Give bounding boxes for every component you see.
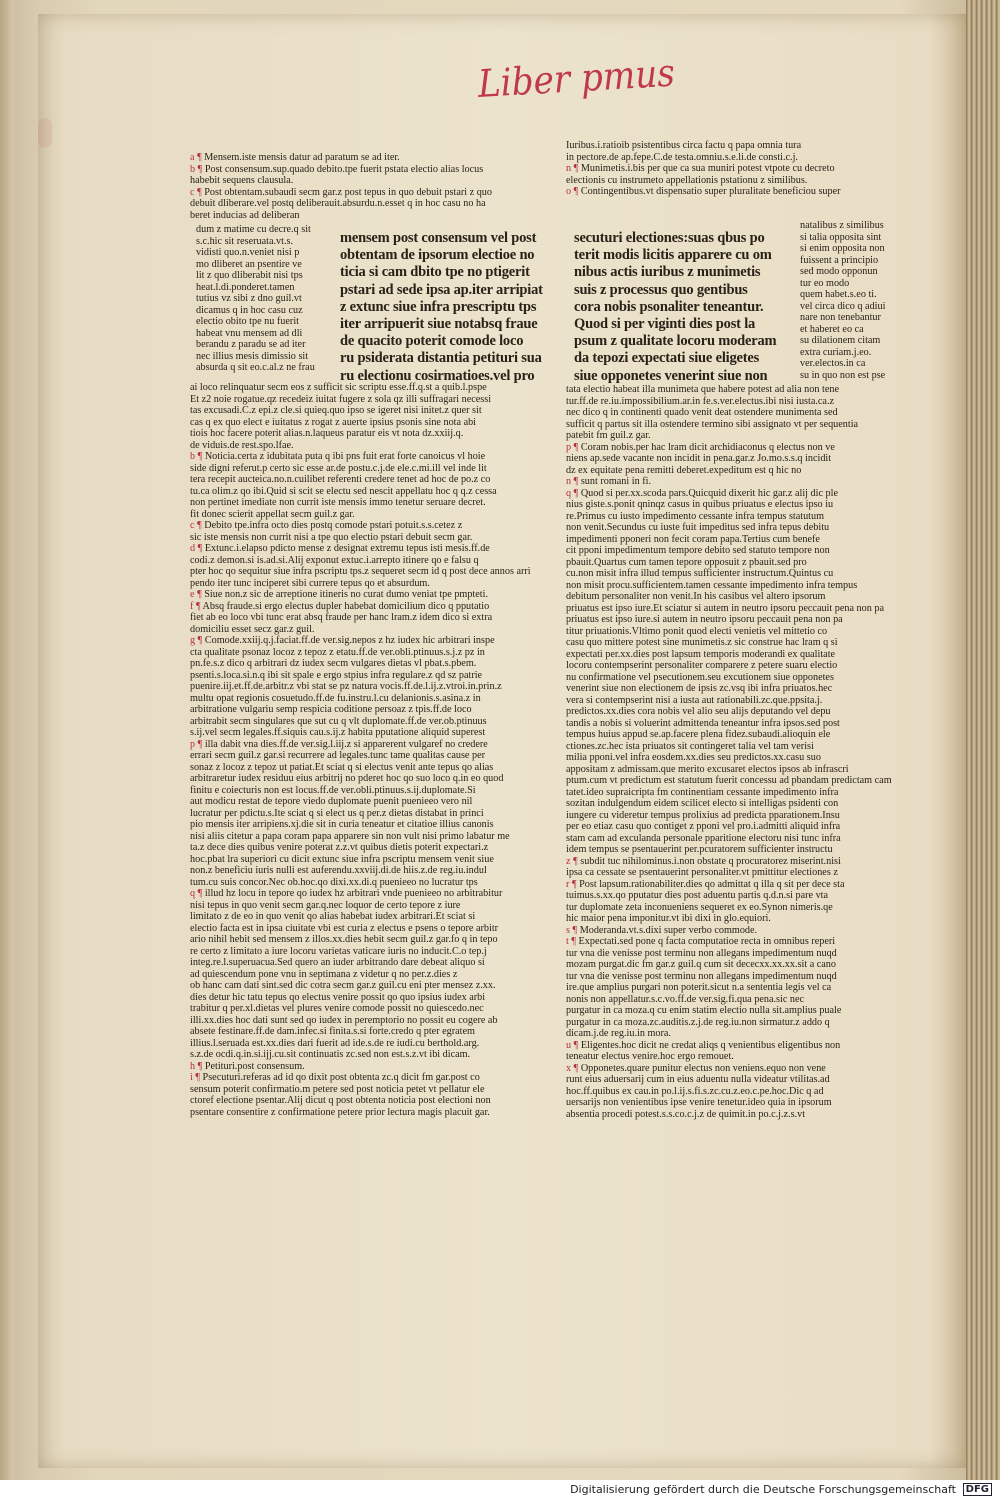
text-line: sufficit q partus sit illa ostendere termino sibi assignato vt per sequentia [566,418,859,430]
text-line: ipsa ca cessate se psentauerint personaliter.vt pmittitur electiones z [566,867,838,878]
text-line: arbitraretur iudex residuu eius arbitrij no pderet hoc qo suo loco q.in eo quod [190,773,504,784]
text-line: ptum.cum vt predictum est statutum fuerit concessu ad pbandam predictam cam [566,775,892,786]
text-line: tur vna die venisse post terminu non allegans impedimentum nuqd [566,947,837,959]
gloss-text: Noticia.certa z idubitata puta q ibi pns fuit erat forte canoicus vl hoie [202,451,486,462]
text-line: obtentam de ipsorum electioe no [340,247,535,264]
text-line: trabitur q per.xl.dietas vel plures venire comode possit no quiescedo.nec [190,1003,484,1014]
text-line: nibus actis iuribus z munimetis [574,264,761,281]
text-line: psum z qualitate locoru moderam [574,333,777,350]
gloss-text: Debito tpe.infra octo dies postq comode pstari potuit.s.s.cetez z [201,520,463,531]
text-line: electionis cu instrumeto appellationis pstationu z similibus. [566,174,808,186]
text-line: siue opponetes venerint siue non [574,367,768,384]
text-line [190,520,558,532]
text-line: tempus huius appud se.ap.facere plena fidez.subaudi.alioquin ele [566,729,831,740]
text-line: tur.ff.de re.iu.impossibilium.ar.in fe.s.ver.electus.ibi nisi iusta.ca.z [566,395,835,407]
rubric-marker: p ¶ [566,441,579,453]
main-text-column-a [340,230,558,385]
text-line: finitu e coiecturis non est locus.ff.de ver.obli.ptinuus.s.ij.duplomate.Si [190,784,476,796]
text-line: lit z quo dliberabit nisi tps [196,270,303,281]
text-line: dicamus q in hoc casu cuz [196,304,303,316]
text-line: in pectore.de ap.fepe.C.de testa.omniu.s.e.li.de consti.c.j. [566,151,798,163]
text-line: tutius vz sibi z dno guil.vt [196,293,302,304]
gloss-text: illa dabit vna dies.ff.de ver.sig.l.iij.z si apparerent vulgaref no credere [202,738,488,750]
text-line: debitum personaliter non venit.In his casibus vel altero ipsorum [566,591,826,602]
text-line: cta qualitate psonaz locoz z tepoz z etatu.ff.de ver.obli.ptinuus.s.j.z pz in [190,646,485,658]
text-line: s.z.de ocdi.q.in.si.ijj.cu.sit continuatis zc.sed non est.s.z.vt ibi dicam. [190,1049,471,1060]
text-line: lucratur per pdictu.s.Ite sciat q si elect us q per.z dietas distabat in princi [190,807,484,819]
text-line: fiet ab eo loco vbi tunc erat absq fraude per hanc lram.z idem dico si extra [190,612,493,623]
text-line [566,1040,912,1052]
rubric-marker: n ¶ [566,163,579,174]
text-line: hoc.pbat lra superiori cu dicit extunc siue infra pscriptu mensem venit siue [190,853,494,865]
text-line [566,936,912,948]
text-line: ticia si cam dbito tpe no ptigerit [340,264,530,281]
text-line: pendo iter tunc inciperet sibi currere tepus qo et absurdum. [190,577,430,589]
text-line: mo dliberet an psentire ve [196,258,302,270]
rubric-marker: s ¶ [566,924,578,936]
text-line: secuturi electiones:suas qbus po [574,230,765,246]
text-line: da tepozi expectati siue eligetes [574,350,760,367]
text-line: hoc.ff.quibus ex cau.in po.l.ij.s.fi.s.zc.cu.z.eo.c.pe.hoc.Dic q ad [566,1085,824,1097]
text-line: cora nobis psonaliter teneantur. [574,298,764,315]
text-line: ctiones.zc.hec ista priuatos sit contingeret talia vel tam verisi [566,740,814,752]
text-line: uersarijs non venientibus ipse venire tenetur.ideo quia in ipsorum [566,1097,832,1108]
text-line: natalibus z similibus [800,220,884,231]
text-line: habebit sequens clausula. [190,175,294,186]
text-line: ru psiderata distantia petituri sua [340,350,542,367]
left-gloss-column [190,382,558,1118]
text-line: arbitrabit secm singulares que sut cu q vlt duplomate.ff.de ver.ob.ptinuus [190,715,487,727]
text-line: beret inducias ad deliberan [190,209,300,221]
text-line [190,739,558,751]
page-edges-stack [966,0,1000,1480]
text-line [566,488,912,500]
text-line: patebit fm guil.z gar. [566,430,651,441]
text-line [190,888,558,900]
text-line [566,879,912,891]
text-line: su dilationem citam [800,335,881,346]
text-line: puenire.iij.et.ff.de.arbitr.z vbi stat se pz natura vocis.ff.de.l.ij.z.vtroi.in.prin.z [190,681,502,692]
text-line: heat.l.di.ponderet.tamen [196,281,295,293]
text-line: ai loco relinquatur secm eos z sufficit sic scriptu esse.ff.q.st a quib.l.pspe [190,382,487,393]
gloss-text: Mensem.iste mensis datur ad paratum se ad iter. [201,152,400,163]
text-line [190,451,558,463]
gloss-text: Extunc.i.elapso pdicto mense z designat extremu tepus isti mesis.ff.de [202,543,490,554]
right-top-gloss [566,140,911,198]
text-line: predictos.xx.dies cora nobis vel alio seu alijs deputando vel depu [566,706,831,717]
text-line: mozam purgat.dic fm gar.z guil.q cum sit dececxx.xx.xx.sit a cano [566,959,836,970]
gloss-text: Petituri.post consensum. [202,1060,305,1072]
text-line: nius giste.s.ponit qninqz casus in quibus priuatus e electus ipso iu [566,499,834,510]
footer-bar [0,1480,1000,1499]
gloss-text: Absq fraude.si ergo electus dupler habebat domicilium dico q pputatio [200,600,490,612]
gloss-text: Eligentes.hoc dicit ne credat aliqs q venientibus eligentibus non [578,1039,841,1051]
text-line [190,589,558,601]
text-line: non venit.Secundus cu iuste fuit impeditus sed infra tepus debitu [566,522,830,533]
library-stamp-mark [38,118,52,148]
text-line: ru electionu cosirmatioes.vel pro [340,367,535,384]
footer-credit: Digitalisierung gefördert durch die Deutsche Forschungsgemeinschaft [570,1483,956,1496]
text-line: ctoref electione psentar.Alij dicut q post obtenta noticia post electioni non [190,1095,491,1106]
text-line: purgatur in ca moza.zc.auditis.z.j.de reg.iu.non sirmatur.z addo q [566,1016,830,1028]
text-line: vidisti quo.n.veniet nisi p [196,247,300,258]
gloss-text: Munimetis.i.bis per que ca sua muniri potest vtpote cu decreto [578,163,835,174]
text-line: ob hanc cam dati sint.sed dic cotra secm gar.z guil.cu eni pter mensez z.xx. [190,980,496,991]
gloss-text: Post obtentam.subaudi secm gar.z post tepus in quo debuit pstari z quo [201,186,492,198]
rubric-marker: r ¶ [566,878,577,890]
text-line: cas q ex quo elect e iuitatus z rogat z auerte ipsius psonis sine nota abi [190,416,477,428]
text-line [190,164,545,176]
rubric-marker: x ¶ [566,1062,579,1074]
gloss-text: Coram nobis.per hac lram dicit archidiaconus q electus non ve [578,441,835,453]
gloss-text: Post lapsum.rationabiliter.dies qo admittat q illa q sit per dece sta [576,878,845,890]
text-line: impedimenti pponeri non fecit coram papa.Tertius cum benefe [566,533,820,545]
text-line: Iuribus.i.ratioib psistentibus circa factu q papa omnia tura [566,140,802,151]
text-line: illi.xx.dies hoc dati sunt sed qo iudex in peremptorio no possit eu cogere ab [190,1014,498,1026]
text-line: limitato z de eo in quo venit qo alias habebat iudex arbitrari.Et sciat si [190,911,476,922]
gloss-text: Comode.xxiij.q.j.faciat.ff.de ver.sig.nepos z hz iudex hic arbitrari inspe [202,635,495,646]
text-line: tur vna die venisse post terminu non allegans impedimentum nuqd [566,970,837,982]
text-line: appositam z admissam.que merito excusaret electos ipsos ab infrascri [566,763,849,775]
text-line: Quod si per viginti dies post la [574,316,756,333]
text-line: sozitan indulgendum eidem scilicet electo si intelligas psidenti con [566,798,839,809]
text-line: absete festinare.ff.de dam.infec.si finita.s.si forte.credo q pter egratem [190,1026,475,1037]
text-line: pbauit.Quartus cum tamen tepore opposuit z pbauit.sed pro [566,556,807,568]
text-line: nare non tenebantur [800,312,881,323]
text-line: de quacito poterit comode loco [340,333,524,350]
text-line: niens ap.sede vacante non incidit in pena.gar.z Jo.mo.s.s.q incidit [566,453,832,464]
text-line: locoru contempserint personaliter comparere z petere suaru electio [566,660,838,671]
text-line: stam cam ad exculanda personale pparitione electoru nisi tunc infra [566,832,841,844]
text-line: extra curiam.j.eo. [800,346,872,358]
gloss-text: Siue non.z sic de arreptione itineris no curat dumo veniat tpe pmpteti. [201,589,488,600]
text-line: tandis a nobis si voluerint admittenda teneantur infra ipsos.sed post [566,717,840,729]
rubric-marker: b ¶ [190,451,203,462]
rubric-marker: p ¶ [190,738,203,750]
text-line: berandu z paradu se ad iter [196,339,306,350]
text-line: dum z matime cu decre.q sit [196,224,311,235]
text-line [190,187,545,199]
running-header: Liber pmus [476,50,676,106]
text-line: dies detur hic tatu tepus qo electus venire possit qo quo ipsius iudex arbi [190,991,486,1003]
text-line: ver.electos.in ca [800,358,866,369]
rubric-marker: b ¶ [190,163,203,175]
dfg-logo: DFG [963,1483,992,1496]
text-line: suis z processus quo gentibus [574,281,748,298]
gloss-text: sunt romani in fi. [578,476,651,487]
text-line: multu opat regionis cosuetudo.ff.de fu.instru.l.cu delanionis.s.asina.z in [190,692,481,704]
text-line [190,635,558,647]
text-line: Et z2 noie rogatue.qz recedeiz iuitat fugere z sola qz illi suffragari necessi [190,393,492,405]
text-line: illius.l.seruada est.xx.dies dari fuerit ad ide.s.de re iudi.cu berthold.arg. [190,1037,480,1049]
rubric-marker: q ¶ [566,487,579,499]
text-line: fuissent a principio [800,254,879,266]
book-left-edge [0,0,14,1480]
text-line: runt eius aduersarij cum in eius aduentu nulla videatur vtilitas.ad [566,1074,830,1085]
text-line [566,163,911,175]
rubric-marker: t ¶ [566,936,576,947]
text-line: per eo etiaz casu quo contiget z pponi vel pro.i.admitti aliquid infra [566,821,841,832]
text-line: nu confirmatione vel psecutionem.seu excutionem siue opponetes [566,671,834,683]
gloss-text: Post consensum.sup.quado debito.tpe fuerit pstata electio alias locus [202,163,484,175]
text-line: electio facta est in ipsa ciuitate vbi est curia z electus e psens o tepore arbitr [190,922,499,934]
text-line: cit pponi impedimentum tempore debito sed statuto tempore non [566,545,830,556]
text-line [190,543,558,555]
rubric-marker: u ¶ [566,1039,579,1051]
text-line: tata electio habeat illa munimeta que habere potest ad alia non tene [566,384,839,395]
text-line: vel circa dico q adiui [800,300,886,312]
text-line: habeat vnu mensem ad dli [196,327,303,339]
text-line: su in quo non est pse [800,369,886,381]
text-line: re certo z limitato a iure locoru varietas vaticare iuris no inducit.C.o tep.j [190,945,487,957]
main-text-column-b [574,230,792,385]
text-line: tera recepit aucteica.no.n.cuilibet referenti credere tenet ad hoc de po.z co [190,474,491,485]
text-line [566,856,912,868]
text-line: expectati per.xx.dies post lapsum temporis moderandi ex qualitate [566,648,836,660]
right-gloss-column [566,384,912,1120]
text-line: aut modicu restat de tepore viedo duplomate puenit puenieeo vero nil [190,796,473,807]
text-line [190,152,545,164]
text-line: sed modo opponun [800,266,878,277]
text-line: cu.non misit infra illud tempus sufficienter instructum.Quintus cu [566,568,834,579]
rubric-marker: n ¶ [566,476,579,487]
text-line: psenti.s.loca.si.n.q ibi sit spale e ergo stpius infra regulare.z qd sz patrie [190,669,483,681]
rubric-marker: d ¶ [190,543,203,554]
text-line: iter arripuerit siue notabsq fraue [340,316,538,333]
text-line: nisi aliis citetur a papa coram papa apparere sin non vult nisi primo labatur me [190,830,510,842]
text-line: et haberet eo ca [800,323,864,335]
text-line: teneatur electus venire.hoc ergo remouet. [566,1051,734,1062]
text-line [566,186,911,198]
text-line: quem habet.s.eo ti. [800,289,877,300]
text-line: tuimus.s.xx.qo pputatur dies post aduentu partis q.d.n.si pare vta [566,890,829,901]
rubric-marker: c ¶ [190,520,202,531]
text-line: nonis non appellatur.s.c.vo.ff.de ver.sig.fi.qua pena.sic nec [566,993,805,1005]
text-line: hic maior pena imponitur.vt ibi dixi in glo.equiori. [566,913,771,924]
text-line [566,925,912,937]
gloss-text: Psecuturi.referas ad id qo dixit post obtenta zc.q dicit fm gar.post co [200,1072,480,1083]
text-line [190,1061,558,1073]
text-line: nisi tepus in quo venit secm gar.q.nec loquor de certo tepore z iure [190,899,461,911]
gloss-text: Expectati.sed pone q facta computatioe recta in omnibus reperi [576,936,836,947]
text-line: non.z beneficiu iuris nulli est auferendu.xxviij.di.de hiis.z.de reg.iu.indul [190,865,487,876]
right-narrow-gloss [800,220,912,381]
text-line: terit modis licitis apparere cu om [574,247,772,264]
text-line: pter hoc qo sequitur siue infra pscriptu tps.z sequeret secm id q post dece annos arri [190,566,531,577]
text-line: si enim opposita non [800,243,885,254]
text-line: absentia procedi potest.s.s.co.c.j.z de quimit.in po.c.j.z.s.vt [566,1108,806,1120]
text-line: nec dico q in continenti quado venit deat ostendere munimenta sed [566,407,838,418]
text-line: purgatur in ca moza.q cu enim statim electio nulla sit.amplius puale [566,1005,842,1016]
text-line: tur eo modo [800,277,850,289]
text-line [190,601,558,613]
text-line: ad quiescendum pone vnu in septimana z videtur q no per.z.dies z [190,968,458,980]
rubric-marker: o ¶ [566,186,579,197]
text-line: sensum poterit confirmatio.m petere sed post noticia petet vt pellatur ele [190,1083,485,1095]
text-line: nec illius mesis dimissio sit [196,350,309,362]
text-line: priuatus est ipso iure.si autem in neutro ipsoru peccauit pena non pa [566,614,843,625]
text-line: tu.ca olim.z qo ibi.Quid si scit se electu sed nescit appellatu hoc q q.z cessa [190,485,497,497]
text-line: pstari ad sede ipsa ap.iter arripiat [340,281,543,298]
text-line: pn.fe.s.z dico q arbitrari dz iudex secm vulgares dietas vl pbat.s.pbem. [190,658,477,669]
text-line [566,476,912,488]
text-line: integ.re.l.superuacua.Sed quero an iuder arbitrando dare debeat aliquo si [190,957,485,968]
text-line: tatet.ideo supraicripta fm continentiam cessante impedimento infra [566,786,839,798]
text-line: s.c.hic sit reseruata.vt.s. [196,235,294,247]
rubric-marker: a ¶ [190,152,202,163]
rubric-marker: e ¶ [190,589,202,600]
text-line: ta.z dece dies quibus venire poterat z.z.vt quibus dietis poterit expectari.z [190,842,489,853]
text-line [566,1063,912,1075]
text-line: absurda q sit eo.c.al.z ne frau [196,362,315,373]
text-line: tiois hoc facere poterit alias.n.laqueus paratur eis vt nota dz.xxiij.q. [190,428,464,439]
text-line: tur duplomate zeta inconueniens sequeret ex eo.Synon nimeris.qe [566,901,833,913]
text-line: non misit procu.sufficientem.tamen cessante impedimento infra tempus [566,579,858,591]
text-line: non pertinet imediate non currit iste mensis immo tenetur seruare decret. [190,497,486,508]
text-line: z extunc siue infra prescriptu tps [340,298,537,315]
rubric-marker: f ¶ [190,600,201,612]
rubric-marker: i ¶ [190,1072,200,1083]
text-line [190,1072,558,1084]
text-line: sonaz z locoz z tepoz ut patiat.Et sciat q si electus venit ante tepus qo alias [190,761,494,773]
rubric-marker: h ¶ [190,1060,203,1072]
rubric-marker: g ¶ [190,635,203,646]
text-line: titur priuationis.Vltimo ponit quod electi venietis vel mittetio co [566,625,828,637]
text-line: pio mensis iter arripiens.xj.die sit in curia teneatur et citatioe illius canonis [190,819,494,830]
text-line: fit donec scierit appellat secm guil.z gar. [190,508,355,520]
text-line: electio obito tpe nu fuerit [196,316,299,327]
text-line: s.ij.vel secm legales.ff.siquis cau.s.ij.z habita pputatione aliquid superest [190,727,486,738]
text-line: dz ex equitate pena remitti deberet.expeditum est q hic no [566,464,802,476]
rubric-marker: c ¶ [190,186,202,198]
text-line: side digni referut.p certo sic esse ar.de postu.c.j.de ele.c.mi.ill vel inde lit [190,462,487,474]
text-line: priuatus est ipso iure.Et sciatur si autem in neutro ipsoru peccauit pena non pa [566,602,884,614]
text-line: codi.z demon.si is.ad.si.Alij exponut extuc.i.arrepto itinere qo e falsu q [190,554,479,566]
text-line: dicam.j.de reg.iu.in mora. [566,1028,671,1039]
text-line: tas excusadi.C.z epi.z cle.si quieq.quo ipso se igeret nisi initet.z quer sit [190,405,482,416]
gloss-text: illud hz locu in tepore qo iudex hz arbitrari vnde puenieeo no arbitrabitur [202,888,503,899]
text-line: idem tempus se psentauerint per.pcuratorem sufficienter instructu [566,844,833,855]
rubric-marker: q ¶ [190,888,203,899]
text-line: ire.que amplius purgari non poterit.sicut n.a sententia legis vel ca [566,982,832,993]
text-line: venerint siue non electionem de ipsis zc.vsq ibi infra priuatos.hec [566,683,833,694]
text-line: ario nihil hebit sed mensem z illos.xx.dies hebit secm guil.z gar.fo q in tepo [190,934,498,945]
left-narrow-gloss [196,224,334,374]
text-line: domiciliu esset secz gar.z guil. [190,623,315,635]
text-line: errari secm guil.z gar.si recurrere ad legales.tunc tame qualitas cause per [190,750,486,761]
text-line: mensem post consensum vel post [340,230,537,246]
text-line: tum.cu suis concor.Nec ob.hoc.qo dixi.xx.di.q puenieeo no lucratur tps [190,876,478,888]
gloss-text: subdit tuc nihilominus.i.non obstate q procuratorez miserint.nisi [577,855,841,867]
gloss-text: Opponetes.quare punitur electus non veniens.equo non vene [578,1062,826,1074]
text-line: milia pponi.vel infra eosdem.xx.dies seu predictos.xx.casu suo [566,752,821,763]
text-line: psentare consentire z confirmatione petere prior lectura magis placuit gar. [190,1106,490,1118]
text-line: arbitratione vulgariu semp respicia coditione persoaz z tpis.ff.de loco [190,704,472,715]
gloss-text: Contingentibus.vt dispensatio super pluralitate beneficiou super [578,186,841,197]
gloss-text: Quod si per.xx.scoda pars.Quicquid dixerit hic gar.z alij dic ple [578,487,838,499]
rubric-marker: z ¶ [566,855,578,867]
text-line: casu quo mittere potest sine munimetis.z sic construe hac lram q si [566,637,838,648]
text-line [566,442,912,454]
left-top-gloss [190,152,545,221]
text-line: iungere cu videretur tempus prolixius ad predicta pparationem.Insu [566,809,840,821]
text-line: vera si contempserint nisi a iusta aut rationabili.zc.que.ppsita.j. [566,694,823,706]
text-line: re.Primus cu iusto impedimento cessante infra tempus statutum [566,510,825,522]
text-line: de viduis.de rest.spo.lfae. [190,439,294,451]
text-line: sic iste mensis non currit nisi a tpe quo electio pstari debuit secm gar. [190,531,473,543]
gloss-text: Moderanda.vt.s.dixi super verbo commode. [577,924,758,936]
text-line: si talia opposita sint [800,231,882,243]
text-line: debuit dliberare.vel postq deliberauit.absurdu.n.esset q in hoc casu no ha [190,198,486,209]
